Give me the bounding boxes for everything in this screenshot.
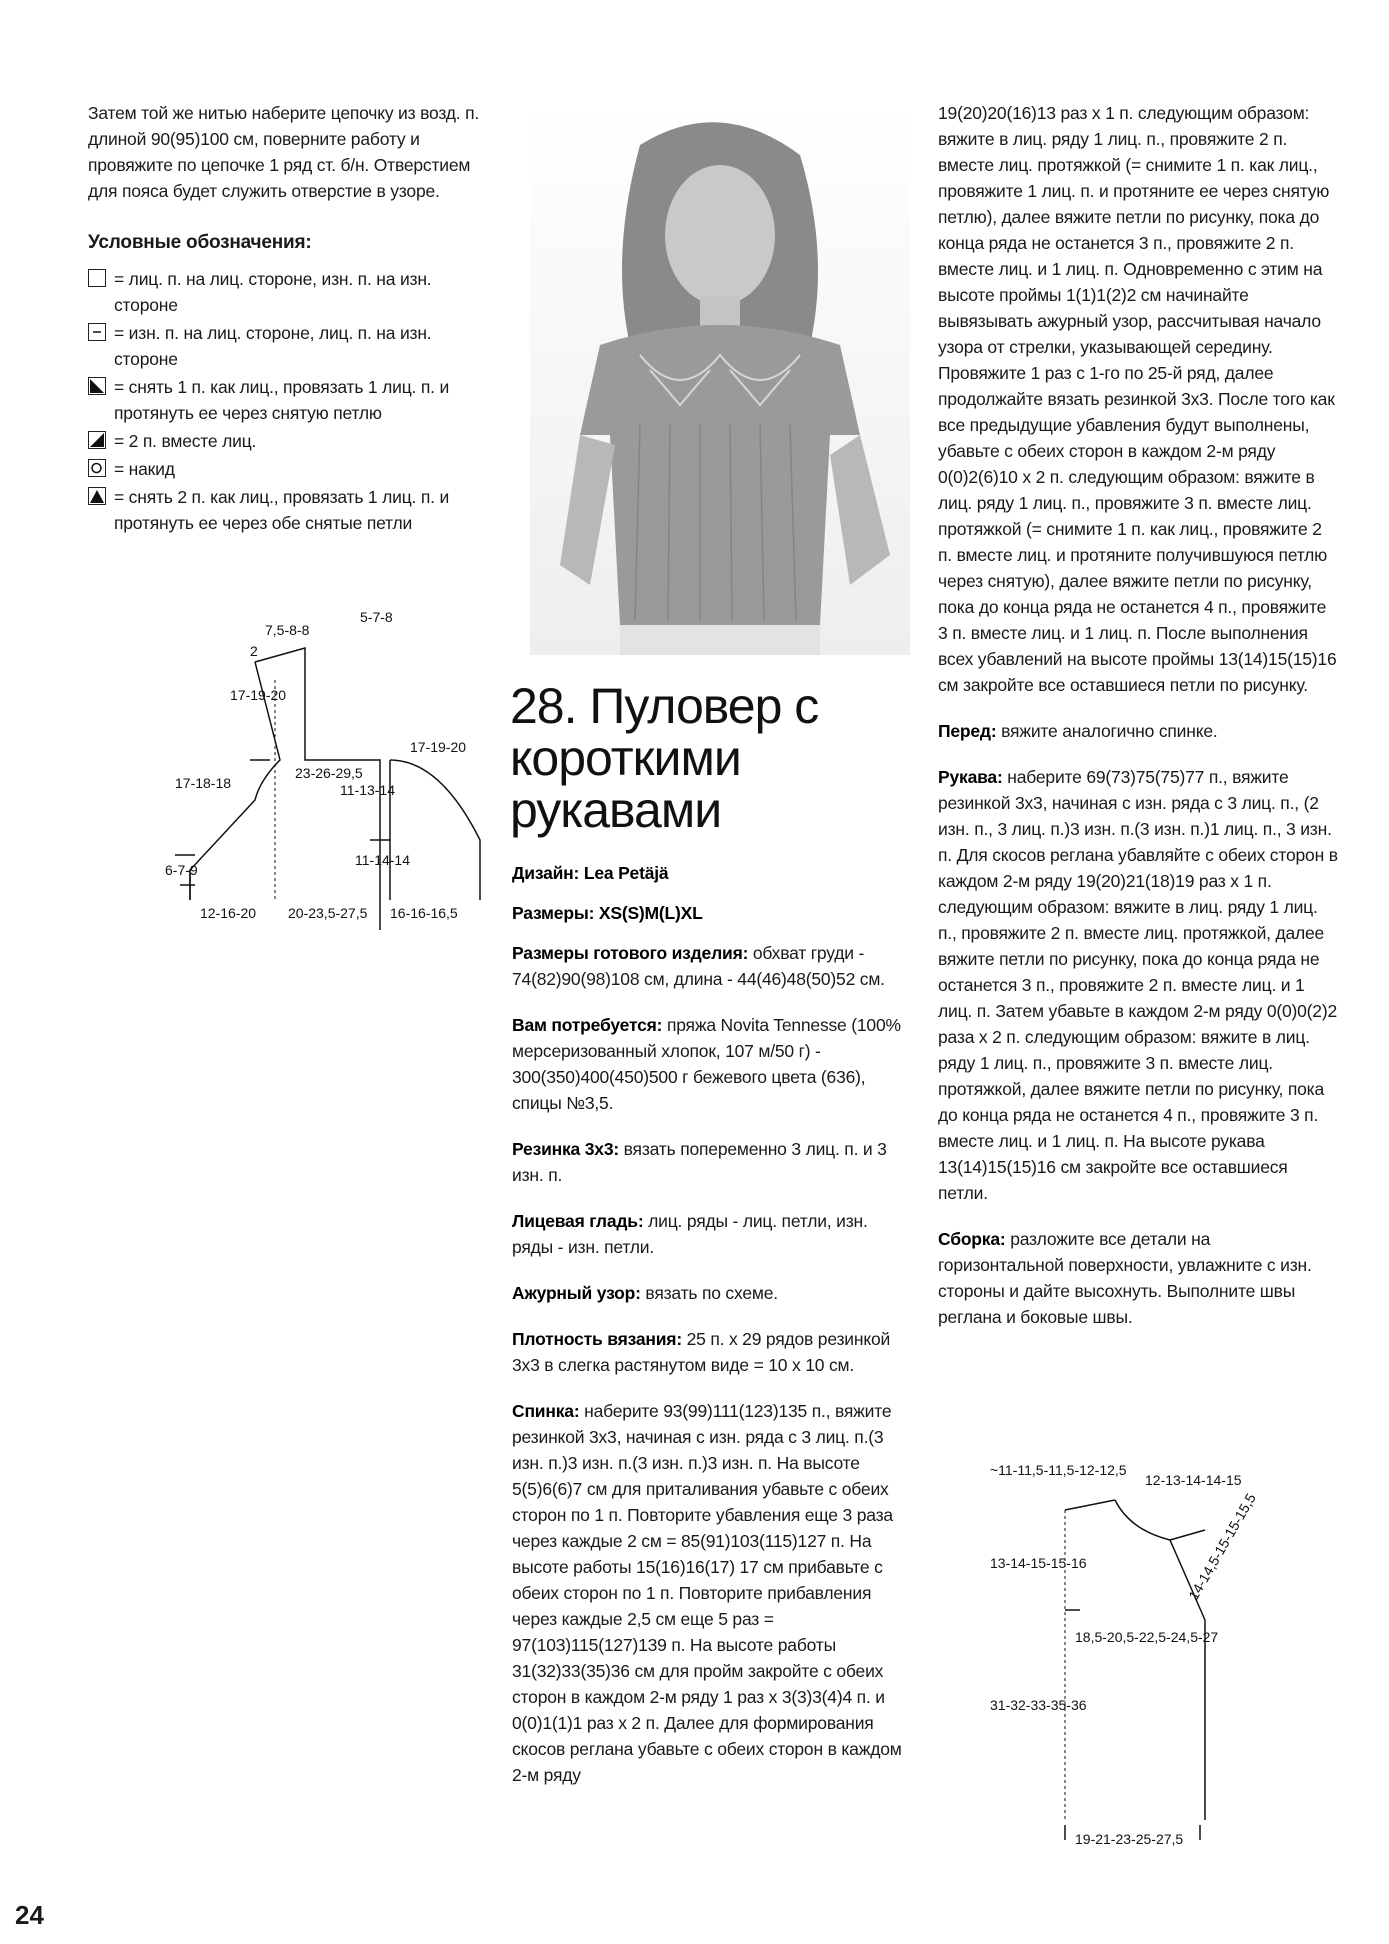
- label-raglan-bottom: 19-21-23-25-27,5: [1075, 1831, 1184, 1847]
- label-sleeve-bottom: 16-16-16,5: [390, 905, 458, 920]
- label-raglan-armhole: 13-14-15-15-16: [990, 1555, 1087, 1571]
- label-armhole-depth: 17-19-20: [230, 687, 287, 703]
- front-value: вяжите аналогично спинке.: [1001, 721, 1218, 741]
- legend-item: [88, 374, 488, 426]
- page-title: 28. Пуловер с короткими рукавами: [510, 678, 819, 838]
- gauge-value: 25 п. х 29 рядов резинкой 3х3 в слегка растянутом виде = 10 х 10 см.: [512, 1329, 891, 1375]
- model-photo: [530, 105, 910, 655]
- finished-value: обхват груди - 74(82)90(98)108 см, длина - 44(46)48(50)52 см.: [512, 943, 885, 989]
- legend-text: = снять 1 п. как лиц., провязать 1 лиц. п. и протянуть ее через снятую петлю: [114, 377, 450, 423]
- label-raglan-chest: 18,5-20,5-22,5-24,5-27: [1075, 1629, 1219, 1645]
- label-bottom-left: 12-16-20: [200, 905, 257, 921]
- middle-column: [512, 860, 907, 1808]
- need-label: Вам потребуется:: [512, 1015, 663, 1035]
- back-label: Спинка:: [512, 1401, 580, 1421]
- empty-square-icon: [88, 269, 106, 287]
- stockinette-value: лиц. ряды - лиц. петли, изн. ряды - изн. петли.: [512, 1211, 868, 1257]
- back-value: наберите 93(99)111(123)135 п., вяжите резинкой 3х3, начиная с изн. ряда с 3 лиц. п.(3 изн. п.)3 изн. п.(3 изн. п.)3 изн. п. На высоте 5(5)6(6)7 см для приталивания убавьте с обеих сторон по 1 п. Повторите убавления еще 3 раза через каждые 2 см = 85(91)103(115)127 п. На высоте работы 15(16)16(17) 17 см прибавьте с обеих сторон по 1 п. Повторите прибавления через каждые 2,5 см еще 5 раз = 97(103)115(127)139 п. На высоте работы 31(32)33(35)36 см для пройм закройте с обеих сторон в каждом 2-м ряду 1 раз х 3(3)3(4)4 п. и 0(0)1(1)1 раз х 2 п. Далее для формирования скосов реглана убавьте с обеих сторон в каждом 2-м ряду: [512, 1401, 902, 1785]
- legend-text: = изн. п. на лиц. стороне, лиц. п. на изн. стороне: [114, 323, 432, 369]
- label-shoulder: 5-7-8: [360, 609, 393, 625]
- label-rib: 6-7-9: [165, 862, 198, 878]
- label-sleeve-top: 17-19-20: [410, 740, 467, 755]
- rib-value: вязать попеременно 3 лиц. п. и 3 изн. п.: [512, 1139, 887, 1185]
- legend-item: [88, 320, 488, 372]
- left-column: [88, 100, 488, 538]
- finished-label: Размеры готового изделия:: [512, 943, 749, 963]
- page-number: 24: [15, 1900, 44, 1930]
- label-raglan-top-a: ~11-11,5-11,5-12-12,5: [990, 1462, 1127, 1478]
- label-bottom-right: 20-23,5-27,5: [288, 905, 368, 921]
- legend-text: = лиц. п. на лиц. стороне, изн. п. на изн. стороне: [114, 269, 432, 315]
- front-label: Перед:: [938, 721, 997, 741]
- label-neck-drop: 2: [250, 643, 258, 659]
- raglan-schematic: [990, 1460, 1290, 1880]
- dash-square-icon: [88, 323, 106, 341]
- assembly-value: разложите все детали на горизонтальной поверхности, увлажните с изн. стороны и дайте высохнуть. Выполните швы реглана и боковые швы.: [938, 1229, 1312, 1327]
- legend-text: = 2 п. вместе лиц.: [114, 431, 257, 451]
- design-label: Дизайн:: [512, 863, 580, 883]
- label-top-width: 7,5-8-8: [265, 622, 310, 638]
- need-value: пряжа Novita Tennesse (100% мерсеризованный хлопок, 107 м/50 г) - 300(350)400(450)500 г бежевого цвета (636), спицы №3,5.: [512, 1015, 901, 1113]
- sizes-label: Размеры:: [512, 903, 595, 923]
- rib-label: Резинка 3х3:: [512, 1139, 619, 1159]
- sleeve-label: Рукава:: [938, 767, 1003, 787]
- yarn-over-icon: [88, 459, 106, 477]
- legend-text: = снять 2 п. как лиц., провязать 1 лиц. п. и протянуть ее через обе снятые петли: [114, 487, 450, 533]
- right-column: [938, 100, 1338, 1350]
- back-continued: 19(20)20(16)13 раз х 1 п. следующим образом: вяжите в лиц. ряду 1 лиц. п., провяжите 2 п. вместе лиц. протяжкой (= снимите 1 п. как лиц., провяжите 1 лиц. п. и протяните ее через снятую петлю), далее вяжите петли по рисунку, пока до конца ряда не останется 3 п., провяжите 2 п. вместе лиц. и 1 лиц. п. Одновременно с этим на высоте проймы 1(1)1(2)2 см начинайте вывязывать ажурный узор, рассчитывая начало узора от стрелки, указывающей середину. Провяжите 1 раз с 1-го по 25-й ряд, далее продолжайте вязать резинкой 3х3. После того как все предыдущие убавления будут выполнены, убавьте с обеих сторон в каждом 2-м ряду 0(0)2(6)10 х 2 п. следующим образом: вяжите в лиц. ряду 1 лиц. п., провяжите 3 п. вместе лиц. протяжкой (= снимите 1 п. как лиц., провяжите 2 п. вместе лиц. и протяните получившуюся петлю через снятую), далее вяжите петли по рисунку, пока до конца ряда не останется 4 п., провяжите 3 п. вместе лиц. и 1 лиц. п. После выполнения всех убавлений на высоте проймы 13(14)15(15)16 см закройте все оставшиеся петли по рисунку.: [938, 103, 1337, 695]
- left-decrease-icon: [88, 377, 106, 395]
- label-raglan-top-b: 12-13-14-14-15: [1145, 1472, 1242, 1488]
- label-chest-half: 23-26-29,5: [295, 765, 363, 781]
- stockinette-label: Лицевая гладь:: [512, 1211, 644, 1231]
- label-raglan-length: 31-32-33-35-36: [990, 1697, 1087, 1713]
- sleeve-value: наберите 69(73)75(75)77 п., вяжите резинкой 3х3, начиная с изн. ряда с 3 лиц. п., (2 изн. п., 3 лиц. п.)3 изн. п.(3 изн. п.)1 лиц. п., 3 изн. п. Для скосов реглана убавляйте с обеих сторон в каждом 2-м ряду 19(20)21(18)19 раз х 1 п. следующим образом: вяжите в лиц. ряду 1 лиц. п., провяжите 2 п. вместе лиц. протяжкой, далее вяжите петли по рисунку, пока до конца ряда не останется 3 п., провяжите 2 п. вместе лиц. и 1 лиц. п. Затем убавьте в каждом 2-м ряду 0(0)0(2)2 раза х 2 п. следующим образом: вяжите в лиц. ряду 1 лиц. п., провяжите 3 п. вместе лиц. протяжкой, далее вяжите петли по рисунку, пока до конца ряда не останется 4 п., провяжите 3 п. вместе лиц. и 1 лиц. п. На высоте рукава 13(14)15(15)16 см закройте все оставшиеся петли.: [938, 767, 1338, 1203]
- label-sleeve-side: 11-14-14: [355, 852, 411, 868]
- legend-item: [88, 456, 488, 482]
- gauge-label: Плотность вязания:: [512, 1329, 682, 1349]
- label-raglan-diag: 14-14,5-15-15-15,5: [1185, 1490, 1259, 1603]
- label-sleeve-cap: 11-13-14: [340, 782, 396, 798]
- legend-title: Условные обозначения:: [88, 232, 312, 253]
- sizes-value: XS(S)M(L)XL: [598, 903, 703, 923]
- label-side-length: 17-18-18: [175, 775, 232, 791]
- legend-item: [88, 428, 488, 454]
- lace-label: Ажурный узор:: [512, 1283, 641, 1303]
- intro-paragraph: Затем той же нитью наберите цепочку из возд. п. длиной 90(95)100 см, поверните работу и провяжите по цепочке 1 ряд ст. б/н. Отверстием для пояса будет служить отверстие в узоре.: [88, 103, 480, 201]
- design-value: Lea Petäjä: [583, 863, 669, 883]
- lace-value: вязать по схеме.: [645, 1283, 778, 1303]
- legend-text: = накид: [114, 459, 175, 479]
- legend-item: [88, 484, 488, 536]
- right-decrease-icon: [88, 431, 106, 449]
- double-decrease-icon: [88, 487, 106, 505]
- sleeve-schematic-small: [330, 740, 510, 920]
- assembly-label: Сборка:: [938, 1229, 1006, 1249]
- legend-item: [88, 266, 488, 318]
